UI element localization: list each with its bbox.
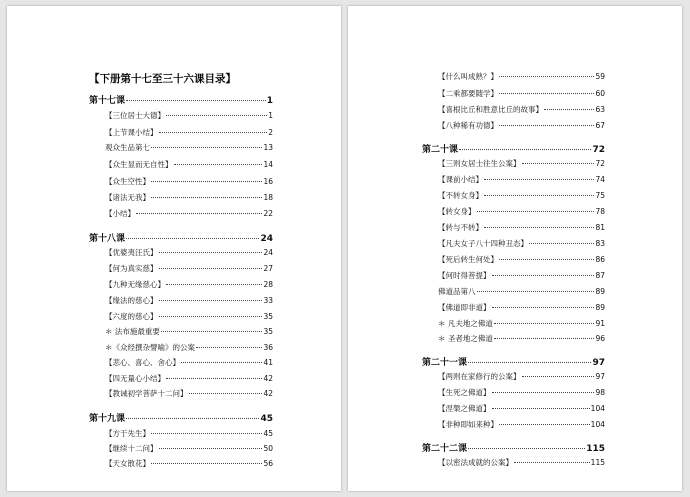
toc-dot-leader bbox=[166, 378, 262, 379]
toc-entry-label: ＊ 凡夫地之佛道 bbox=[438, 319, 493, 328]
toc-chapter-entry bbox=[422, 142, 605, 154]
toc-dot-leader bbox=[159, 252, 263, 253]
toc-entry-label: 【优婆夷汪氏】 bbox=[105, 248, 158, 257]
toc-entry bbox=[438, 457, 605, 469]
toc-entry bbox=[438, 318, 605, 330]
toc-entry-label: 【转与不转】 bbox=[438, 223, 483, 232]
toc-entry bbox=[105, 142, 273, 154]
toc-title: 【下册第十七至三十六课目录】 bbox=[89, 73, 236, 85]
toc-page-number: 75 bbox=[595, 191, 605, 200]
toc-entry bbox=[438, 120, 605, 132]
toc-entry-label: 【三位居士大德】 bbox=[105, 111, 165, 120]
toc-dot-leader bbox=[159, 268, 263, 269]
toc-dot-leader bbox=[499, 76, 594, 77]
toc-entry bbox=[438, 158, 605, 170]
toc-entry-label: 【上节课小结】 bbox=[105, 128, 158, 137]
toc-entry-label: 【四无量心小结】 bbox=[105, 374, 165, 383]
toc-entry-label: ＊ 法布施最重要 bbox=[105, 327, 160, 336]
toc-page-number: 97 bbox=[592, 358, 605, 368]
toc-entry bbox=[438, 333, 605, 345]
toc-dot-leader bbox=[159, 132, 268, 133]
toc-entry-label: 【生死之佛道】 bbox=[438, 388, 491, 397]
toc-page-number: 22 bbox=[263, 209, 273, 218]
toc-page-number: 35 bbox=[263, 327, 273, 336]
toc-page-number: 18 bbox=[263, 193, 273, 202]
toc-dot-leader bbox=[494, 323, 595, 324]
toc-entry bbox=[438, 222, 605, 234]
toc-entry-label: 【不转女身】 bbox=[438, 191, 483, 200]
toc-entry-label: 【死后转生何处】 bbox=[438, 255, 498, 264]
toc-entry-label: 【两则在家修行的公案】 bbox=[438, 372, 521, 381]
toc-dot-leader bbox=[499, 93, 594, 94]
toc-dot-leader bbox=[492, 275, 595, 276]
toc-dot-leader bbox=[151, 463, 262, 464]
toc-dot-leader bbox=[166, 284, 262, 285]
toc-entry bbox=[105, 263, 273, 275]
toc-page-number: 60 bbox=[595, 89, 605, 98]
toc-entry-label: 【转女身】 bbox=[438, 207, 476, 216]
toc-page-number: 67 bbox=[595, 121, 605, 130]
toc-dot-leader bbox=[159, 448, 263, 449]
toc-page-number: 27 bbox=[263, 264, 273, 273]
toc-dot-leader bbox=[161, 331, 263, 332]
toc-entry-label: 【喜根比丘和胜意比丘的故事】 bbox=[438, 105, 543, 114]
toc-page-number: 78 bbox=[595, 207, 605, 216]
toc-entry-label: 观众生品第七 bbox=[105, 143, 150, 152]
toc-entry bbox=[105, 357, 273, 369]
toc-page-number: 97 bbox=[595, 372, 605, 381]
toc-page-number: 35 bbox=[263, 312, 273, 321]
toc-dot-leader bbox=[484, 227, 594, 228]
toc-entry bbox=[105, 326, 273, 338]
toc-entry-label: 【继续十二问】 bbox=[105, 444, 158, 453]
toc-dot-leader bbox=[166, 115, 267, 116]
toc-page-number: 72 bbox=[595, 159, 605, 168]
toc-entry bbox=[105, 247, 273, 259]
toc-dot-leader bbox=[151, 181, 262, 182]
toc-page-number: 87 bbox=[595, 271, 605, 280]
toc-page-number: 28 bbox=[263, 280, 273, 289]
toc-dot-leader bbox=[499, 125, 594, 126]
toc-entry-label: ＊ 圣者地之佛道 bbox=[438, 334, 493, 343]
toc-chapter-entry bbox=[89, 231, 273, 243]
toc-entry bbox=[438, 174, 605, 186]
toc-entry-label: 【非种即如来种】 bbox=[438, 420, 498, 429]
toc-page-right bbox=[348, 6, 682, 491]
toc-dot-leader bbox=[189, 393, 263, 394]
toc-entry-label: 【天女散花】 bbox=[105, 459, 150, 468]
toc-page-number: 115 bbox=[590, 458, 605, 467]
toc-entry bbox=[438, 71, 605, 83]
toc-dot-leader bbox=[477, 211, 595, 212]
toc-dot-leader bbox=[181, 362, 262, 363]
toc-dot-leader bbox=[151, 197, 262, 198]
toc-page-number: 24 bbox=[263, 248, 273, 257]
toc-page-number: 50 bbox=[263, 444, 273, 453]
toc-entry-label: 【二乘都要随学】 bbox=[438, 89, 498, 98]
toc-dot-leader bbox=[522, 376, 595, 377]
toc-chapter-entry bbox=[422, 355, 605, 367]
toc-dot-leader bbox=[514, 462, 590, 463]
toc-page-left bbox=[7, 6, 341, 491]
toc-page-number: 24 bbox=[260, 234, 273, 244]
toc-entry-label: 第二十课 bbox=[422, 145, 459, 155]
toc-entry bbox=[438, 270, 605, 282]
toc-entry bbox=[438, 387, 605, 399]
toc-page-number: 56 bbox=[263, 459, 273, 468]
toc-page-number: 13 bbox=[263, 143, 273, 152]
toc-entry-label: 【课前小结】 bbox=[438, 175, 483, 184]
toc-dot-leader bbox=[468, 448, 585, 449]
toc-page-number: 1 bbox=[268, 111, 273, 120]
toc-page-number: 16 bbox=[263, 177, 273, 186]
toc-entry bbox=[438, 403, 605, 415]
toc-entry-label: 第十九课 bbox=[89, 414, 126, 424]
toc-page-number: 2 bbox=[268, 128, 273, 137]
toc-entry bbox=[438, 206, 605, 218]
toc-entry bbox=[105, 342, 273, 354]
toc-dot-leader bbox=[492, 408, 590, 409]
toc-entry bbox=[105, 295, 273, 307]
toc-dot-leader bbox=[522, 163, 595, 164]
toc-page-number: 33 bbox=[263, 296, 273, 305]
toc-entry bbox=[105, 127, 273, 139]
toc-page-number: 86 bbox=[595, 255, 605, 264]
toc-entry-label: 第二十二课 bbox=[422, 444, 468, 454]
toc-entry bbox=[105, 373, 273, 385]
toc-page-number: 42 bbox=[263, 389, 273, 398]
toc-entry-label: 【九种无缘慈心】 bbox=[105, 280, 165, 289]
toc-entry-label: 【佛道即非道】 bbox=[438, 303, 491, 312]
toc-page-number: 63 bbox=[595, 105, 605, 114]
toc-dot-leader bbox=[477, 291, 595, 292]
toc-entry bbox=[105, 192, 273, 204]
toc-entry bbox=[438, 104, 605, 116]
toc-page-number: 45 bbox=[260, 414, 273, 424]
toc-page-number: 104 bbox=[590, 404, 605, 413]
toc-entry-label: 第二十一课 bbox=[422, 358, 468, 368]
toc-entry bbox=[105, 428, 273, 440]
toc-dot-leader bbox=[196, 347, 262, 348]
toc-entry bbox=[438, 254, 605, 266]
toc-entry-label: 【涅槃之佛道】 bbox=[438, 404, 491, 413]
toc-entry-label: 【三则女居士往生公案】 bbox=[438, 159, 521, 168]
toc-page-number: 72 bbox=[592, 145, 605, 155]
toc-entry bbox=[105, 208, 273, 220]
toc-entry-label: 【六度的慈心】 bbox=[105, 312, 158, 321]
toc-page-number: 91 bbox=[595, 319, 605, 328]
toc-page-number: 59 bbox=[595, 72, 605, 81]
toc-dot-leader bbox=[126, 238, 259, 239]
toc-chapter-entry bbox=[89, 411, 273, 423]
toc-dot-leader bbox=[499, 259, 594, 260]
toc-page-number: 1 bbox=[266, 96, 273, 106]
toc-entry bbox=[438, 419, 605, 431]
toc-dot-leader bbox=[459, 149, 591, 150]
toc-page-number: 104 bbox=[590, 420, 605, 429]
toc-dot-leader bbox=[544, 109, 594, 110]
toc-page-number: 42 bbox=[263, 374, 273, 383]
toc-entry-label: 【诸法无我】 bbox=[105, 193, 150, 202]
toc-dot-leader bbox=[136, 213, 262, 214]
toc-entry bbox=[438, 190, 605, 202]
toc-entry bbox=[105, 159, 273, 171]
toc-entry-label: 【以密法成就的公案】 bbox=[438, 458, 513, 467]
toc-page-number: 36 bbox=[263, 343, 273, 352]
toc-dot-leader bbox=[492, 307, 595, 308]
toc-entry bbox=[105, 279, 273, 291]
toc-entry-label: ＊《众经撰杂譬喻》的公案 bbox=[105, 343, 195, 352]
toc-chapter-entry bbox=[422, 441, 605, 453]
toc-entry-label: 【众生显而无自性】 bbox=[105, 160, 173, 169]
toc-page-number: 98 bbox=[595, 388, 605, 397]
toc-entry-label: 【方于先生】 bbox=[105, 429, 150, 438]
toc-entry bbox=[438, 302, 605, 314]
toc-page-number: 41 bbox=[263, 358, 273, 367]
toc-entry bbox=[105, 176, 273, 188]
toc-entry-label: 第十七课 bbox=[89, 96, 126, 106]
toc-entry bbox=[105, 311, 273, 323]
toc-dot-leader bbox=[499, 424, 590, 425]
toc-entry bbox=[105, 443, 273, 455]
toc-entry bbox=[105, 110, 273, 122]
toc-entry bbox=[438, 238, 605, 250]
toc-dot-leader bbox=[126, 100, 266, 101]
toc-page-number: 83 bbox=[595, 239, 605, 248]
toc-entry bbox=[438, 371, 605, 383]
toc-page-number: 115 bbox=[586, 444, 605, 454]
toc-entry-label: 【众生空性】 bbox=[105, 177, 150, 186]
toc-entry-label: 第十八课 bbox=[89, 234, 126, 244]
toc-dot-leader bbox=[151, 433, 262, 434]
toc-entry-label: 佛道品第八 bbox=[438, 287, 476, 296]
toc-dot-leader bbox=[494, 338, 595, 339]
toc-dot-leader bbox=[529, 243, 594, 244]
toc-page-number: 81 bbox=[595, 223, 605, 232]
toc-page-number: 45 bbox=[263, 429, 273, 438]
toc-dot-leader bbox=[151, 147, 262, 148]
toc-entry-label: 【什么叫成熟？】 bbox=[438, 72, 498, 81]
toc-entry-label: 【悲心、喜心、舍心】 bbox=[105, 358, 180, 367]
toc-page-number: 89 bbox=[595, 303, 605, 312]
toc-dot-leader bbox=[174, 164, 263, 165]
toc-dot-leader bbox=[492, 392, 595, 393]
toc-entry-label: 【何为真实慈】 bbox=[105, 264, 158, 273]
toc-page-number: 89 bbox=[595, 287, 605, 296]
toc-entry bbox=[105, 388, 273, 400]
toc-dot-leader bbox=[159, 316, 263, 317]
toc-dot-leader bbox=[484, 195, 594, 196]
toc-entry-label: 【八种稀有功德】 bbox=[438, 121, 498, 130]
toc-page-number: 74 bbox=[595, 175, 605, 184]
toc-entry-label: 【教诫初学菩萨十二问】 bbox=[105, 389, 188, 398]
toc-dot-leader bbox=[126, 418, 259, 419]
toc-dot-leader bbox=[484, 179, 594, 180]
toc-entry-label: 【何时得菩提】 bbox=[438, 271, 491, 280]
toc-dot-leader bbox=[468, 362, 591, 363]
toc-chapter-entry bbox=[89, 93, 273, 105]
toc-entry-label: 【缘法的慈心】 bbox=[105, 296, 158, 305]
toc-entry-label: 【小结】 bbox=[105, 209, 135, 218]
toc-entry-label: 【凡夫女子八十四种丑态】 bbox=[438, 239, 528, 248]
toc-entry bbox=[438, 286, 605, 298]
toc-page-number: 96 bbox=[595, 334, 605, 343]
toc-entry bbox=[438, 88, 605, 100]
toc-page-number: 14 bbox=[263, 160, 273, 169]
toc-dot-leader bbox=[159, 300, 263, 301]
toc-entry bbox=[105, 458, 273, 470]
